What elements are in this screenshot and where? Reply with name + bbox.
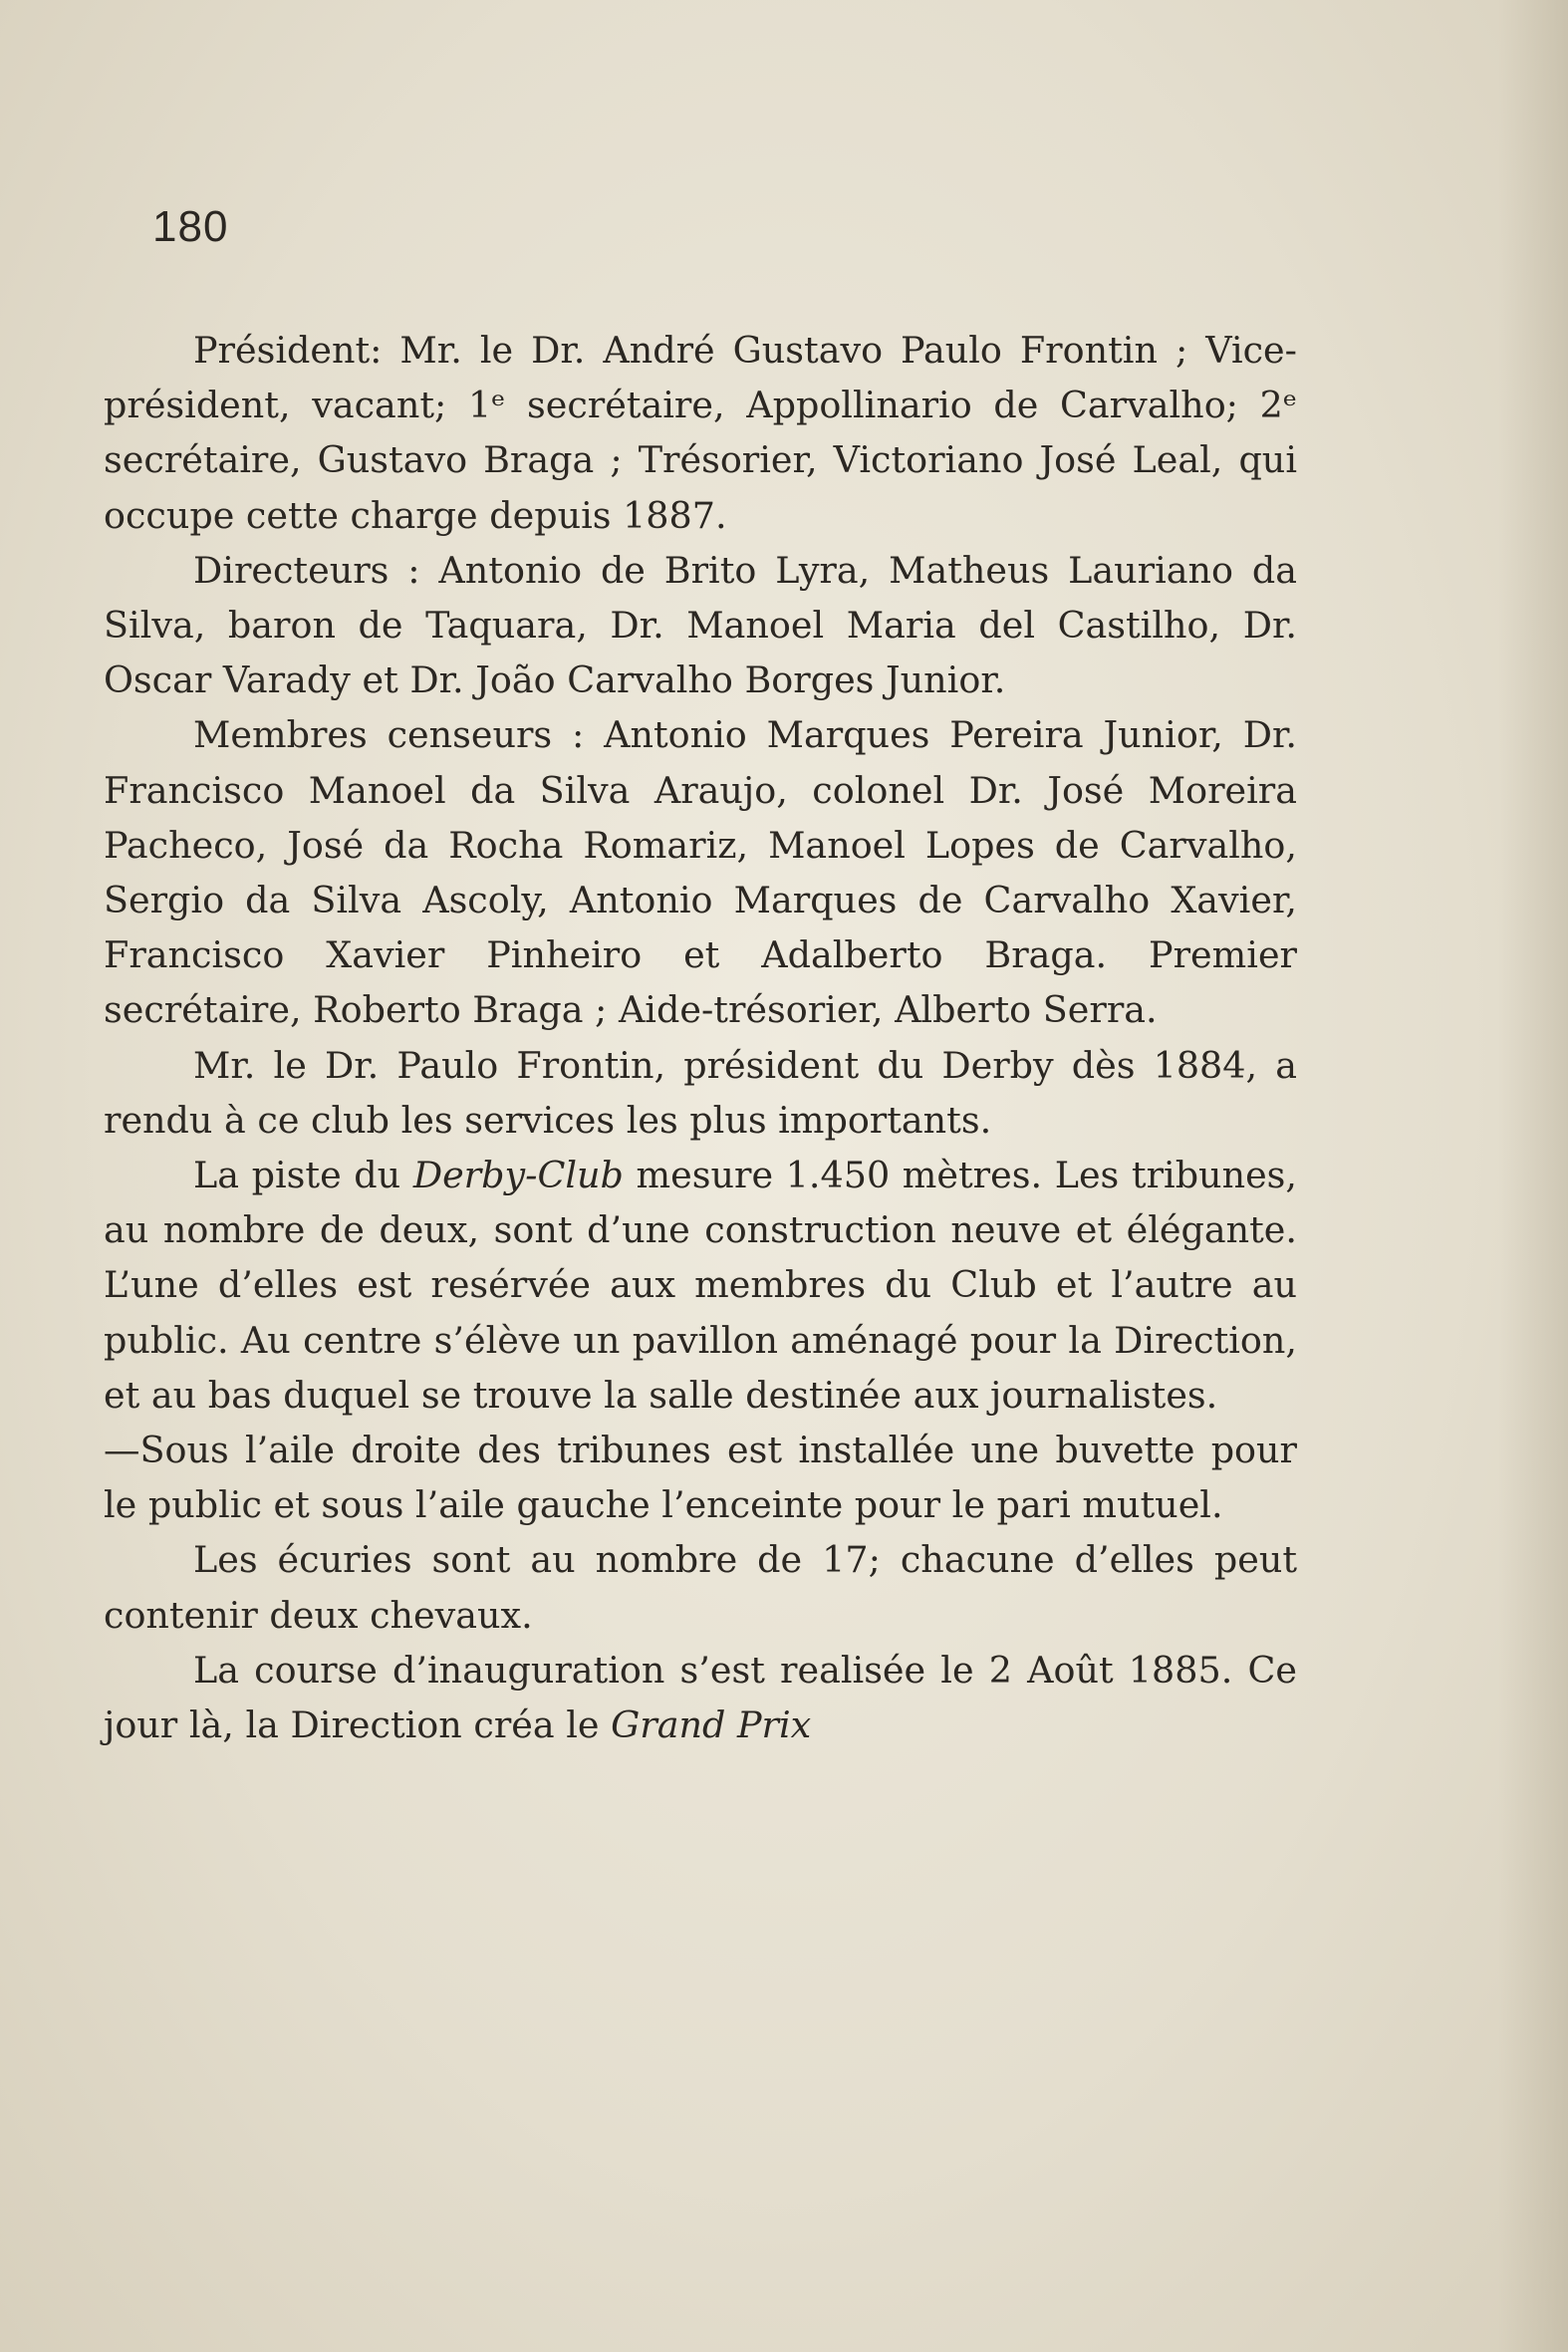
track-text-before: La piste du	[193, 1154, 413, 1197]
paragraph-censors: Membres censeurs : Antonio Marques Pereira Junior, Dr. Francisco Manoel da Silva Araujo, colonel Dr. José Moreira Pacheco, José da Rocha Romariz, Manoel Lopes de Carvalho, Sergio da Silva Ascoly, Antonio Marques de Carvalho Xavier, Francisco Xavier Pinheiro et Adalberto Braga. Premier secrétaire, Roberto Braga ; Aide-trésorier, Alberto Serra.	[104, 713, 1297, 1032]
paragraph-directors: Directeurs : Antonio de Brito Lyra, Matheus Lauriano da Silva, baron de Taquara, Dr. Manoel Maria del Castilho, Dr. Oscar Varady et Dr. João Carvalho Borges Junior.	[104, 548, 1297, 702]
inauguration-text-before: La course d’inauguration s’est realisée le 2 Août 1885. Ce jour là, la Direction créa le	[104, 1648, 1297, 1747]
paragraph-frontin: Mr. le Dr. Paulo Frontin, président du Derby dès 1884, a rendu à ce club les services les plus importants.	[104, 1043, 1297, 1142]
page-number: 180	[152, 202, 229, 251]
paragraph-track	[104, 1148, 1297, 1423]
paragraph-inauguration	[104, 1643, 1297, 1752]
paragraph-officers: Président: Mr. le Dr. André Gustavo Paulo Frontin ; Vice-président, vacant; 1ᵉ secrétaire, Appollinario de Carvalho; 2ᵉ secrétaire, Gustavo Braga ; Trésorier, Victoriano José Leal, qui occupe cette charge depuis 1887.	[104, 329, 1297, 537]
paragraph-stables: Les écuries sont au nombre de 17; chacune d’elles peut contenir deux chevaux.	[104, 1538, 1297, 1637]
grand-prix-title: Grand Prix	[611, 1703, 812, 1747]
track-text-after: mesure 1.450 mètres. Les tribunes, au nombre de deux, sont d’une construction neuve et élégante. L’une d’elles est resérvée aux membres du Club et l’autre au public. Au centre s’élève un pavillon aménagé pour la Direction, et au bas duquel se trouve la salle destinée aux journalistes.	[104, 1154, 1298, 1417]
paragraph-buvette: —Sous l’aile droite des tribunes est installée une buvette pour le public et sous l’aile gauche l’enceinte pour le pari mutuel.	[104, 1429, 1297, 1527]
track-club-name: Derby-Club	[412, 1154, 624, 1197]
body-text	[104, 323, 1297, 1752]
